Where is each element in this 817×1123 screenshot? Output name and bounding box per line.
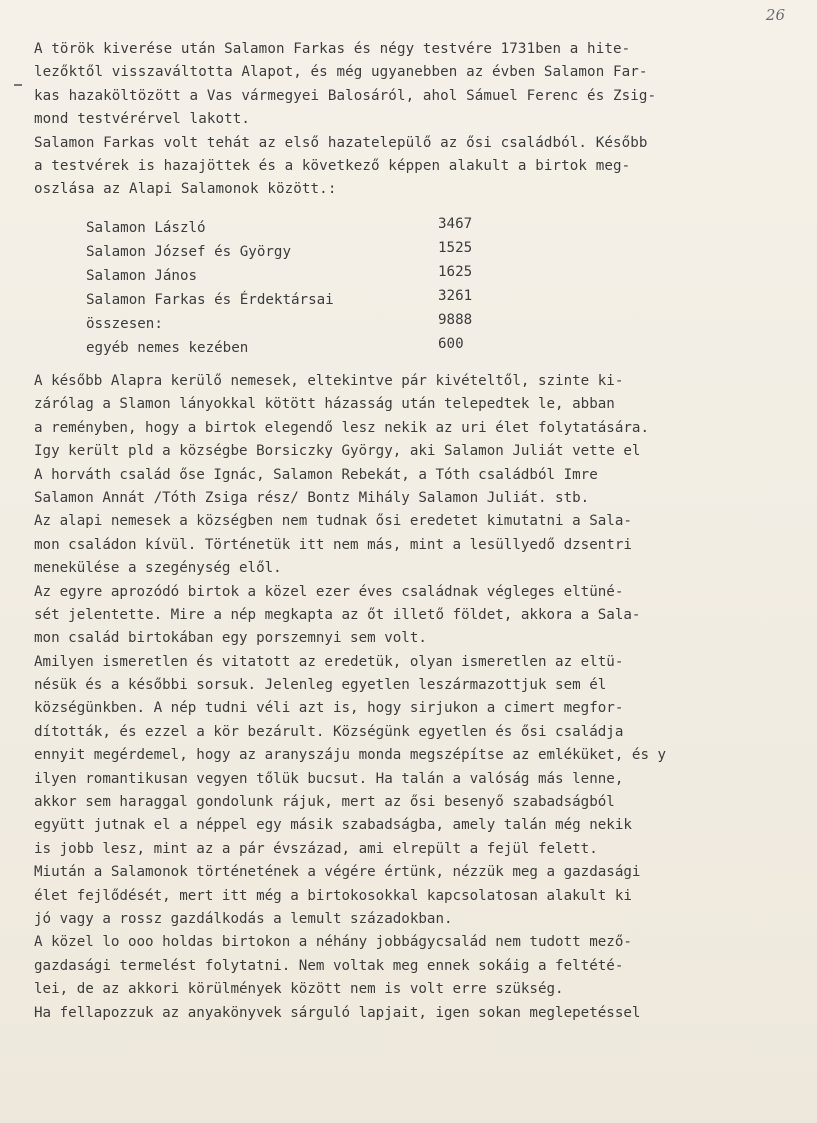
text-line: kas hazaköltözött a Vas vármegyei Balosáról, ahol Sámuel Ferenc és Zsig- (34, 87, 657, 104)
holdings-table (86, 216, 516, 364)
text-line: menekülése a szegénység elől. (34, 560, 282, 577)
text-line: ilyen romantikusan vegyen tőlük bucsut. Ha talán a valóság más lenne, (34, 770, 624, 787)
holder-name: Salamon János (86, 268, 198, 284)
text-line: élet fejlődését, mert itt még a birtokosokkal kapcsolatosan alakult ki (34, 887, 632, 904)
holding-value: 3467 (438, 216, 473, 232)
holding-value: 1625 (438, 264, 473, 280)
text-line: a reményben, hogy a birtok elegendő lesz nekik az uri élet folytatására. (34, 419, 649, 436)
text-line: mond testvérérvel lakott. (34, 111, 251, 128)
holder-name: Salamon Farkas és Érdektársai (86, 292, 334, 308)
text-line: Amilyen ismeretlen és vitatott az eredetük, olyan ismeretlen az eltü- (34, 653, 624, 670)
margin-mark (14, 84, 22, 86)
holder-name: Salamon József és György (86, 244, 291, 260)
text-line: Az egyre aprozódó birtok a közel ezer éves családnak végleges eltüné- (34, 583, 624, 600)
text-line: lei, de az akkori körülmények között nem is volt erre szükség. (34, 981, 564, 998)
holdings-row (86, 336, 516, 364)
text-line: Salamon Annát /Tóth Zsiga rész/ Bontz Mihály Salamon Juliát. stb. (34, 489, 590, 506)
text-line: mon családon kívül. Történetük itt nem más, mint a lesüllyedő dzsentri (34, 536, 632, 553)
text-line: Salamon Farkas volt tehát az első hazatelepülő az ősi családból. Később (34, 134, 648, 151)
text-line: mon család birtokában egy porszemnyi sem volt. (34, 630, 427, 647)
text-line: zárólag a Slamon lányokkal kötött házasság után telepedtek le, abban (34, 396, 615, 413)
text-line: ennyit megérdemel, hogy az aranyszáju monda megszépítse az emléküket, és y (34, 747, 667, 764)
holder-name: Salamon László (86, 220, 206, 236)
holder-name: összesen: (86, 316, 163, 332)
text-line: A török kiverése után Salamon Farkas és négy testvére 1731ben a hite- (34, 41, 631, 57)
text-line: községünkben. A nép tudni véli azt is, hogy sirjukon a cimert megfor- (34, 700, 624, 717)
text-line: jó vagy a rossz gazdálkodás a lemult századokban. (34, 910, 453, 927)
holding-value: 9888 (438, 312, 473, 328)
text-line: dították, és ezzel a kör bezárult. Községünk egyetlen és ősi családja (34, 723, 624, 740)
text-line: A közel lo ooo holdas birtokon a néhány jobbágycsalád nem tudott mező- (34, 934, 632, 951)
holding-value: 600 (438, 336, 464, 352)
intro-paragraph (34, 38, 794, 202)
text-line: sét jelentette. Mire a nép megkapta az őt illető földet, akkora a Sala- (34, 606, 641, 623)
text-line: is jobb lesz, mint az a pár évszázad, ami elrepült a fejül felett. (34, 840, 598, 857)
text-line: Miután a Salamonok történetének a végére értünk, nézzük meg a gazdasági (34, 864, 641, 881)
text-line: együtt jutnak el a néppel egy másik szabadságba, amely talán még nekik (34, 817, 632, 834)
text-line: A később Alapra kerülő nemesek, eltekintve pár kivételtől, szinte ki- (34, 373, 624, 389)
holding-value: 1525 (438, 240, 473, 256)
main-paragraph (34, 370, 794, 1025)
text-line: Ha fellapozzuk az anyakönyvek sárguló lapjait, igen sokan meglepetéssel (34, 1004, 641, 1021)
holder-name: egyéb nemes kezében (86, 340, 249, 356)
text-line: akkor sem haraggal gondolunk rájuk, mert az ősi besenyő szabadságból (34, 794, 615, 811)
text-line: gazdasági termelést folytatni. Nem voltak meg ennek sokáig a feltété- (34, 957, 624, 974)
text-line: lezőktől visszaváltotta Alapot, és még ugyanebben az évben Salamon Far- (34, 64, 648, 81)
page-number: 26 (765, 6, 785, 24)
text-line: Igy került pld a községbe Borsiczky György, aki Salamon Juliát vette el (34, 443, 641, 460)
text-line: oszlása az Alapi Salamonok között.: (34, 181, 337, 198)
text-line: nésük és a későbbi sorsuk. Jelenleg egyetlen leszármazottjuk sem él (34, 677, 607, 694)
text-line: a testvérek is hazajöttek és a következő képpen alakult a birtok meg- (34, 157, 631, 174)
text-line: A horváth család őse Ignác, Salamon Rebekát, a Tóth családból Imre (34, 466, 598, 483)
text-line: Az alapi nemesek a községben nem tudnak ősi eredetet kimutatni a Sala- (34, 513, 632, 530)
holding-value: 3261 (438, 288, 473, 304)
